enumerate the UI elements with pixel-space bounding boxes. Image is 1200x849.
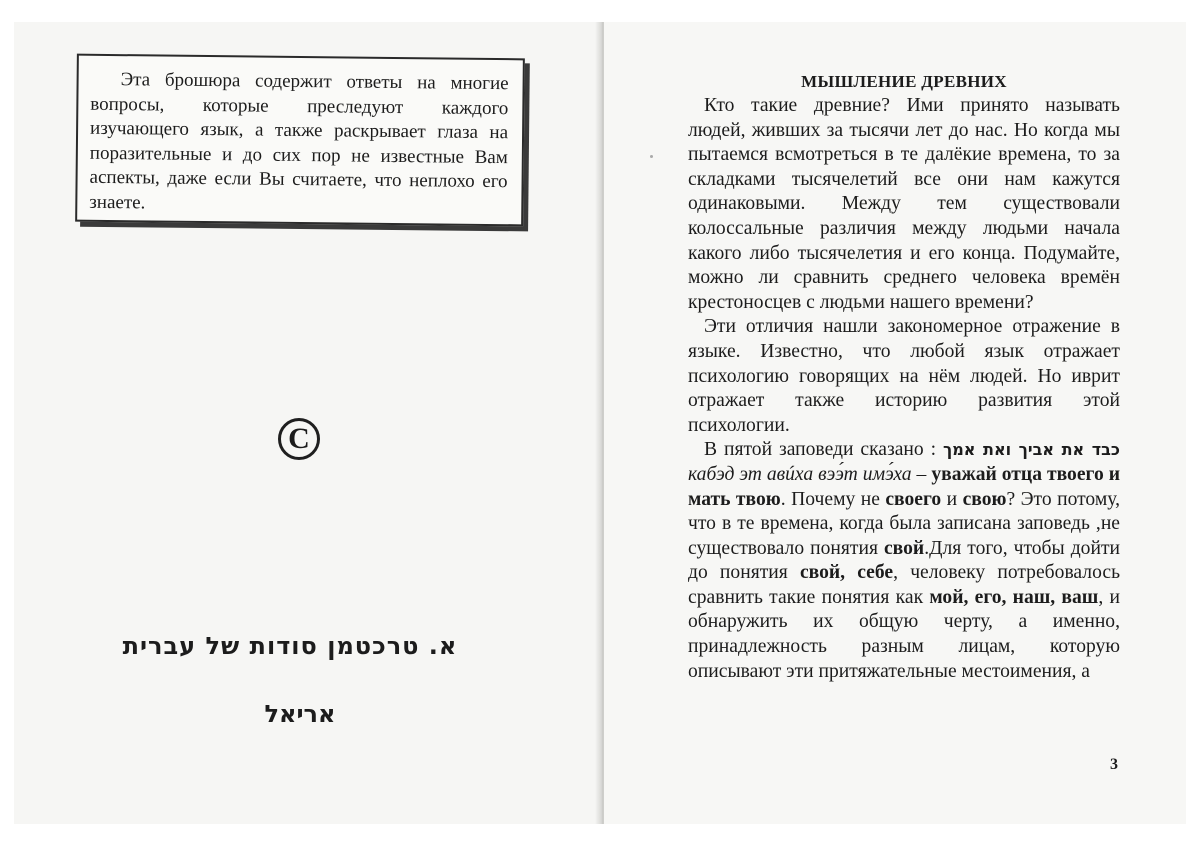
p3-hebrew-quote: כבד את אביך ואת אמך	[942, 440, 1120, 460]
paper-speck	[650, 155, 653, 158]
p3-transliteration: кабэд эт авúха вээ́т имэ́ха	[688, 463, 912, 485]
p3-text-5: .Для того, чтобы дойти до понятия	[688, 537, 1120, 584]
p3-text-3: и	[941, 488, 963, 510]
copyright-icon: C	[278, 418, 320, 460]
article-title: МЫШЛЕНИЕ ДРЕВНИХ	[801, 72, 1007, 91]
article	[688, 70, 1120, 684]
p3-text-7: , и обнаружить их общую черту, а именно, принадлежность разным лицам, которую описывают эти притяжательные местоимения, а	[688, 586, 1120, 682]
p3-bold-1: уважай отца твоего и мать твою	[688, 463, 1121, 510]
p3-text-2: . Почему не	[780, 488, 886, 510]
paragraph-2: Эти отличия нашли закономерное отражение в языке. Известно, что любой язык отражает психологию говорящих на нём людей. Но иврит отражает также историю развития этой психологии.	[688, 316, 1120, 436]
page-number: 3	[1110, 756, 1118, 773]
p3-text-1: В пятой заповеди сказано :	[704, 439, 943, 461]
p3-bold-5: свой, себе	[799, 562, 894, 584]
author-title-hebrew: א. טרכטמן סודות של עברית	[122, 632, 458, 660]
blurb-text: Эта брошюра содержит ответы на многие вопросы, которые преследуют каждого изучающего язык, а также раскрывает глаза на поразительные и до сих пор не известные Вам аспекты, даже если Вы считаете, что неплохо его знаете.	[89, 69, 509, 214]
p3-bold-3: свою	[962, 488, 1007, 510]
paragraph-1: Кто такие древние? Ими принято называть людей, живших за тысячи лет до нас. Но когда мы пытаемся всмотреться в те далёкие времена, то за складками тысячелетий все они нам кажутся одинаковыми. Между тем существовали колоссальные различия между людьми начала какого либо тысячелетия и его конца. Подумайте, можно ли сравнить среднего человека времён крестоносцев с людьми нашего времени?	[688, 95, 1120, 313]
p3-dash: –	[911, 463, 932, 485]
blurb-box	[75, 54, 525, 227]
p3-text-4: ? Это потому, что в те времена, когда была записана заповедь ,не существовало понятия	[688, 488, 1120, 559]
p3-bold-4: свой	[883, 537, 925, 559]
publisher-hebrew: אריאל	[264, 700, 336, 728]
p3-bold-6: мой, его, наш, ваш	[929, 586, 1099, 608]
p3-bold-2: своего	[885, 488, 942, 510]
p3-text-6: , человеку потребовалось сравнить такие понятия как	[688, 562, 1120, 608]
paragraph-3	[688, 438, 1120, 684]
